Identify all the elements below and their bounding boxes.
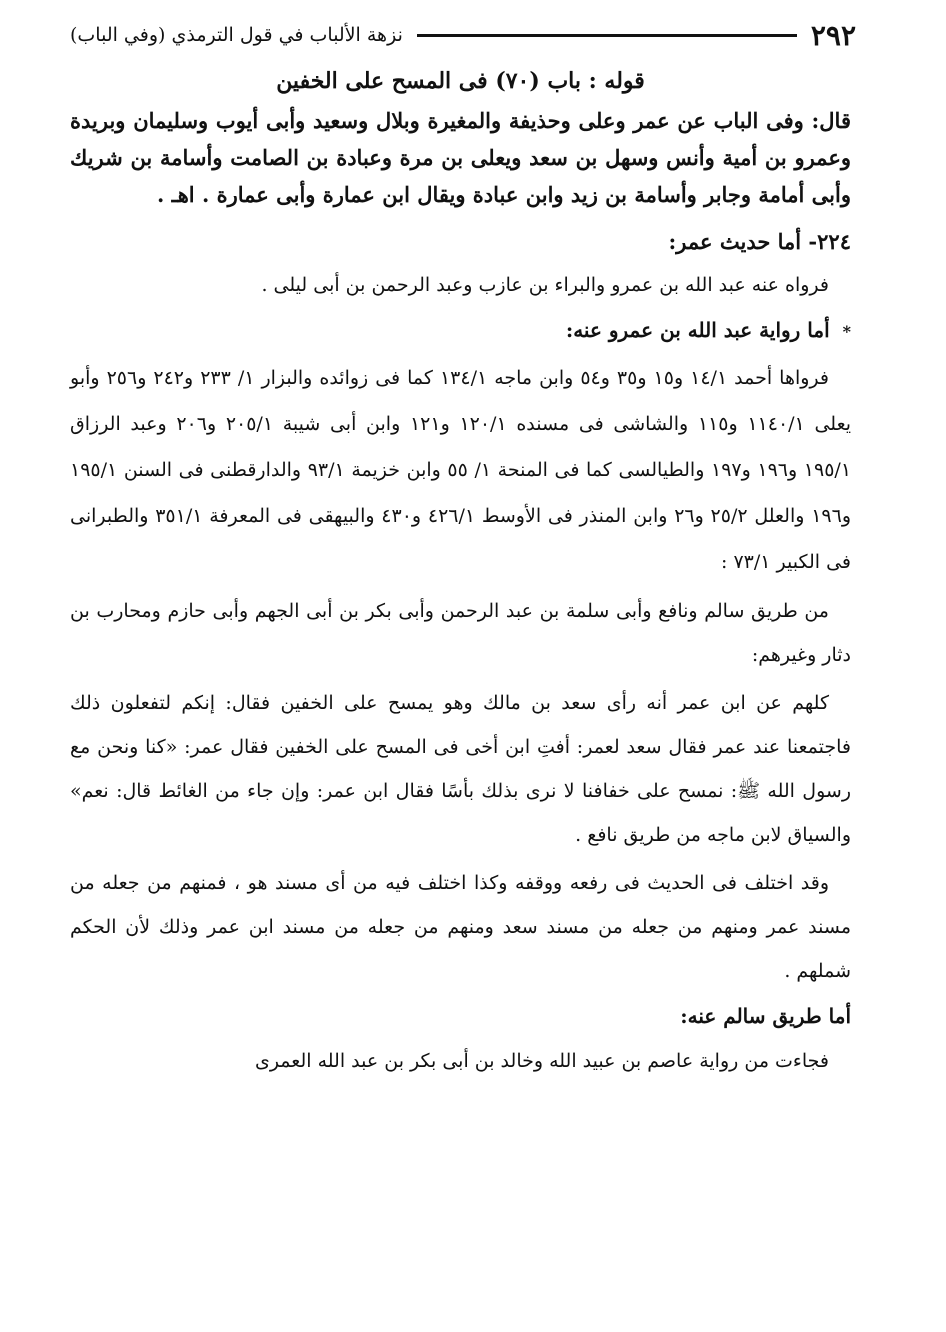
sub-heading: [70, 311, 851, 351]
quote-label: قال:: [811, 108, 851, 133]
section-title: قوله : باب (٧٠) فى المسح على الخفين: [276, 68, 645, 94]
quote-text: وفى الباب عن عمر وعلى وحذيفة والمغيرة وبلال وسعيد وأبى أيوب وسليمان وبريدة وعمرو بن أمية وأنس وسهل بن سعد ويعلى بن مرة وعبادة بن الصامت وأسامة بن شريك وأبى أمامة وجابر وأسامة بن زيد وابن عبادة ويقال ابن عمارة وأبى عمارة . اهـ .: [70, 108, 851, 207]
hadith-heading: ٢٢٤- أما حديث عمر:: [668, 229, 851, 254]
star-marker-icon: *: [842, 322, 851, 341]
page-content: [70, 68, 851, 1083]
last-paragraph: فجاءت من رواية عاصم بن عبيد الله وخالد بن أبى بكر بن عبد الله العمرى: [254, 1050, 829, 1072]
sub-heading-text: أما رواية عبد الله بن عمرو عنه:: [565, 318, 830, 342]
body-paragraph: من طريق سالم ونافع وأبى سلمة بن عبد الرحمن وأبى بكر بن أبى الجهم وأبى حازم ومحارب بن دثار وغيرهم:: [70, 600, 851, 666]
tirmidhi-quote: [70, 102, 851, 213]
intro-paragraph: فرواه عنه عبد الله بن عمرو والبراء بن عازب وعبد الرحمن بن أبى ليلى .: [261, 274, 829, 296]
page-number: ٢٩٢: [810, 18, 856, 52]
page-header: [70, 18, 856, 52]
salim-heading: أما طريق سالم عنه:: [680, 1004, 851, 1028]
header-rule: [417, 34, 797, 37]
running-title: نزهة الألباب في قول الترمذي (وفي الباب): [70, 24, 403, 46]
body-paragraph: فرواها أحمد ١٤/١ و١٥ و٣٥ و٥٤ وابن ماجه ١٣٤/١ كما فى زوائده والبزار ١/ ٢٣٣ و٢٤٢ و٢٥٦ وأبو يعلى ١١٤٠/١ و١١٥ والشاشى فى مسنده ١٢٠/١ و١٢١ وابن أبى شيبة ٢٠٥/١ و٢٠٦ وعبد الرزاق ١٩٥/١ و١٩٦ و١٩٧ والطيالسى كما فى المنحة ١/ ٥٥ وابن خزيمة ٩٣/١ والدارقطنى فى السنن ١٩٥/١ و١٩٦ والعلل ٢٥/٢ و٢٦ وابن المنذر فى الأوسط ٤٢٦/١ و٤٣٠ والبيهقى فى المعرفة ٣٥١/١ والطبرانى فى الكبير ٧٣/١ :: [70, 367, 852, 573]
body-paragraph: كلهم عن ابن عمر أنه رأى سعد بن مالك وهو يمسح على الخفين فقال: إنكم لتفعلون ذلك فاجتمعنا عند عمر فقال سعد لعمر: أفتِ ابن أخى فى المسح على الخفين فقال عمر: «كنا ونحن مع رسول الله ﷺ: نمسح على خفافنا لا نرى بذلك بأسًا فقال ابن عمر: وإن جاء من الغائط قال: نعم» والسياق لابن ماجه من طريق نافع .: [70, 692, 851, 846]
body-paragraph: وقد اختلف فى الحديث فى رفعه ووقفه وكذا اختلف فيه من أى مسند هو ، فمنهم من جعله من مسند عمر ومنهم من جعله من مسند سعد ومنهم من جعله من مسند ابن عمر وذلك لأن الحكم شملهم .: [70, 872, 851, 982]
